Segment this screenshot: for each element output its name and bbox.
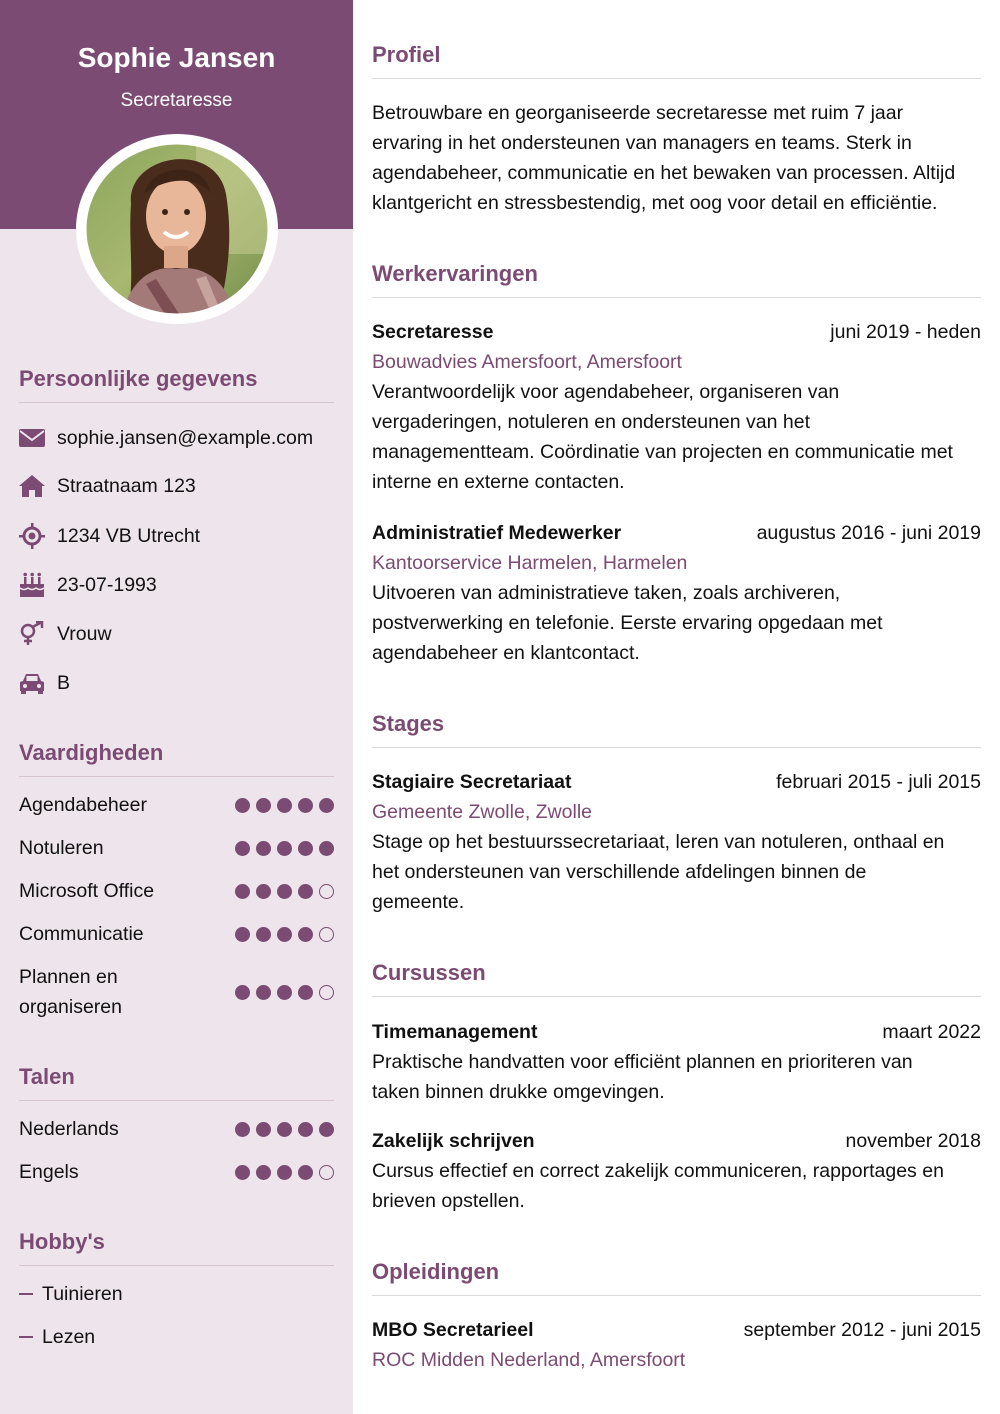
email-value: sophie.jansen@example.com	[57, 426, 314, 449]
courses-title: Cursussen	[372, 960, 486, 985]
text-line: managementteam. Coördinatie van projecten en communicatie met	[372, 441, 953, 463]
course-date: november 2018	[845, 1130, 981, 1152]
license-value: B	[57, 671, 71, 694]
skill-label-line: organiseren	[19, 996, 122, 1018]
text-line: postverwerking en telefonie. Eerste ervaring opgedaan met	[372, 612, 883, 634]
education-date: september 2012 - juni 2015	[743, 1319, 981, 1341]
skill-rating	[235, 798, 334, 813]
rating-dot-filled	[235, 884, 250, 899]
skill-row	[19, 876, 334, 906]
skill-label: Microsoft Office	[19, 880, 155, 902]
birthdate-value: 23-07-1993	[57, 573, 157, 596]
rating-dot-empty	[319, 884, 334, 899]
text-line: interne en externe contacten.	[372, 471, 625, 493]
personal-address	[19, 472, 196, 500]
skill-row	[19, 962, 334, 1022]
text-line: vergaderingen, notuleren en ondersteunen van het	[372, 411, 810, 433]
personal-city	[19, 522, 200, 550]
hobby-item	[19, 1280, 123, 1308]
personal-license	[19, 669, 70, 697]
job-employer: Kantoorservice Harmelen, Harmelen	[372, 552, 688, 574]
course-description	[372, 1156, 984, 1216]
text-line: het ondersteunen van verschillende afdelingen binnen de	[372, 861, 867, 883]
text-line: Betrouwbare en georganiseerde secretaresse met ruim 7 jaar	[372, 102, 904, 124]
rating-dot-filled	[298, 1122, 313, 1137]
profile-text	[372, 98, 984, 218]
internship-entry-header	[372, 767, 981, 797]
internship-title: Stagiaire Secretariaat	[372, 771, 572, 793]
language-row	[19, 1157, 334, 1187]
text-line: gemeente.	[372, 891, 465, 913]
hobby-item	[19, 1323, 95, 1351]
divider	[372, 78, 981, 79]
divider	[372, 996, 981, 997]
personal-birthdate	[19, 571, 157, 599]
language-label: Engels	[19, 1161, 79, 1183]
experience-entry-header	[372, 317, 981, 347]
rating-dot-filled	[277, 927, 292, 942]
divider	[19, 1265, 334, 1266]
language-rating	[235, 1122, 334, 1137]
divider	[19, 1100, 334, 1101]
rating-dot-filled	[235, 1165, 250, 1180]
profile-photo	[76, 134, 278, 324]
divider	[19, 402, 334, 403]
address-value: Straatnaam 123	[57, 474, 196, 497]
text-line: agendabeheer, communicatie en het bewaken van processen. Altijd	[372, 162, 956, 184]
course-entry-header	[372, 1017, 981, 1047]
candidate-name: Sophie Jansen	[77, 42, 276, 73]
rating-dot-filled	[298, 841, 313, 856]
gender-icon	[19, 621, 45, 647]
text-line: brieven opstellen.	[372, 1190, 525, 1212]
birthday-cake-icon	[19, 572, 45, 598]
personal-info-title: Persoonlijke gegevens	[19, 366, 258, 391]
skill-label: Agendabeheer	[19, 794, 147, 816]
rating-dot-filled	[319, 798, 334, 813]
rating-dot-filled	[298, 1165, 313, 1180]
personal-email	[19, 424, 313, 452]
rating-dot-filled	[256, 884, 271, 899]
skill-rating	[235, 927, 334, 942]
text-line: Stage op het bestuurssecretariaat, leren van notuleren, onthaal en	[372, 831, 945, 853]
rating-dot-filled	[256, 841, 271, 856]
text-line: Cursus effectief en correct zakelijk communiceren, rapportages en	[372, 1160, 944, 1182]
gender-value: Vrouw	[57, 622, 112, 645]
rating-dot-filled	[298, 985, 313, 1000]
envelope-icon	[19, 425, 45, 451]
skill-label-line: Plannen en	[19, 966, 118, 988]
text-line: Praktische handvatten voor efficiënt plannen en prioriteren van	[372, 1051, 913, 1073]
text-line: ervaring in het ondersteunen van managers en teams. Sterk in	[372, 132, 912, 154]
rating-dot-filled	[235, 841, 250, 856]
language-row	[19, 1114, 334, 1144]
rating-dot-filled	[256, 798, 271, 813]
rating-dot-filled	[319, 1122, 334, 1137]
divider	[19, 776, 334, 777]
hobby-label: Tuinieren	[42, 1283, 123, 1305]
education-entry-header	[372, 1315, 981, 1345]
skill-rating	[235, 985, 334, 1000]
rating-dot-filled	[298, 884, 313, 899]
job-title: Secretaresse	[372, 321, 494, 343]
rating-dot-empty	[319, 927, 334, 942]
rating-dot-filled	[256, 927, 271, 942]
home-icon	[19, 473, 45, 499]
rating-dot-filled	[256, 1165, 271, 1180]
text-line: taken binnen drukke omgevingen.	[372, 1081, 665, 1103]
rating-dot-filled	[298, 798, 313, 813]
text-line: Uitvoeren van administratieve taken, zoals archiveren,	[372, 582, 841, 604]
divider	[372, 297, 981, 298]
city-value: 1234 VB Utrecht	[57, 524, 201, 547]
text-line: Verantwoordelijk voor agendabeheer, organiseren van	[372, 381, 840, 403]
internship-description	[372, 827, 984, 917]
rating-dot-filled	[256, 1122, 271, 1137]
rating-dot-filled	[256, 985, 271, 1000]
education-institution: ROC Midden Nederland, Amersfoort	[372, 1349, 686, 1371]
rating-dot-filled	[235, 1122, 250, 1137]
course-date: maart 2022	[882, 1021, 981, 1043]
job-date: juni 2019 - heden	[830, 321, 981, 343]
hobby-label: Lezen	[42, 1326, 96, 1348]
skill-rating	[235, 884, 334, 899]
job-description	[372, 578, 984, 668]
internship-date: februari 2015 - juli 2015	[776, 771, 981, 793]
profile-title: Profiel	[372, 42, 441, 67]
job-date: augustus 2016 - juni 2019	[756, 522, 981, 544]
language-rating	[235, 1165, 334, 1180]
skill-label: Notuleren	[19, 837, 104, 859]
rating-dot-filled	[298, 927, 313, 942]
course-entry-header	[372, 1126, 981, 1156]
experience-title: Werkervaringen	[372, 261, 538, 286]
skill-row	[19, 919, 334, 949]
job-title: Administratief Medewerker	[372, 522, 622, 544]
rating-dot-filled	[277, 985, 292, 1000]
skill-rating	[235, 841, 334, 856]
course-description	[372, 1047, 984, 1107]
job-description	[372, 377, 984, 497]
skill-row	[19, 833, 334, 863]
education-title: Opleidingen	[372, 1259, 500, 1284]
text-line: agendabeheer en klantcontact.	[372, 642, 640, 664]
text-line: klantgericht en stressbestendig, met oog voor detail en efficiëntie.	[372, 192, 938, 214]
divider	[372, 747, 981, 748]
rating-dot-filled	[277, 1165, 292, 1180]
course-title: Timemanagement	[372, 1021, 538, 1043]
rating-dot-filled	[235, 985, 250, 1000]
candidate-role: Secretaresse	[120, 90, 233, 111]
education-title-value: MBO Secretarieel	[372, 1319, 534, 1341]
language-label: Nederlands	[19, 1118, 119, 1140]
rating-dot-filled	[235, 798, 250, 813]
job-employer: Bouwadvies Amersfoort, Amersfoort	[372, 351, 682, 373]
rating-dot-filled	[235, 927, 250, 942]
rating-dot-empty	[319, 1165, 334, 1180]
rating-dot-filled	[277, 884, 292, 899]
rating-dot-filled	[277, 798, 292, 813]
car-icon	[19, 670, 45, 696]
dash-icon	[19, 1293, 33, 1295]
hobbies-title: Hobby's	[19, 1229, 105, 1254]
rating-dot-empty	[319, 985, 334, 1000]
course-title: Zakelijk schrijven	[372, 1130, 535, 1152]
rating-dot-filled	[319, 841, 334, 856]
skill-label: Communicatie	[19, 923, 144, 945]
dash-icon	[19, 1336, 33, 1338]
skills-title: Vaardigheden	[19, 740, 164, 765]
skill-label	[19, 962, 122, 1022]
rating-dot-filled	[277, 1122, 292, 1137]
languages-title: Talen	[19, 1064, 75, 1089]
location-target-icon	[19, 523, 45, 549]
rating-dot-filled	[277, 841, 292, 856]
experience-entry-header	[372, 518, 981, 548]
internship-organization: Gemeente Zwolle, Zwolle	[372, 801, 593, 823]
internships-title: Stages	[372, 711, 445, 736]
divider	[372, 1295, 981, 1296]
personal-gender	[19, 620, 112, 648]
skill-row	[19, 790, 334, 820]
